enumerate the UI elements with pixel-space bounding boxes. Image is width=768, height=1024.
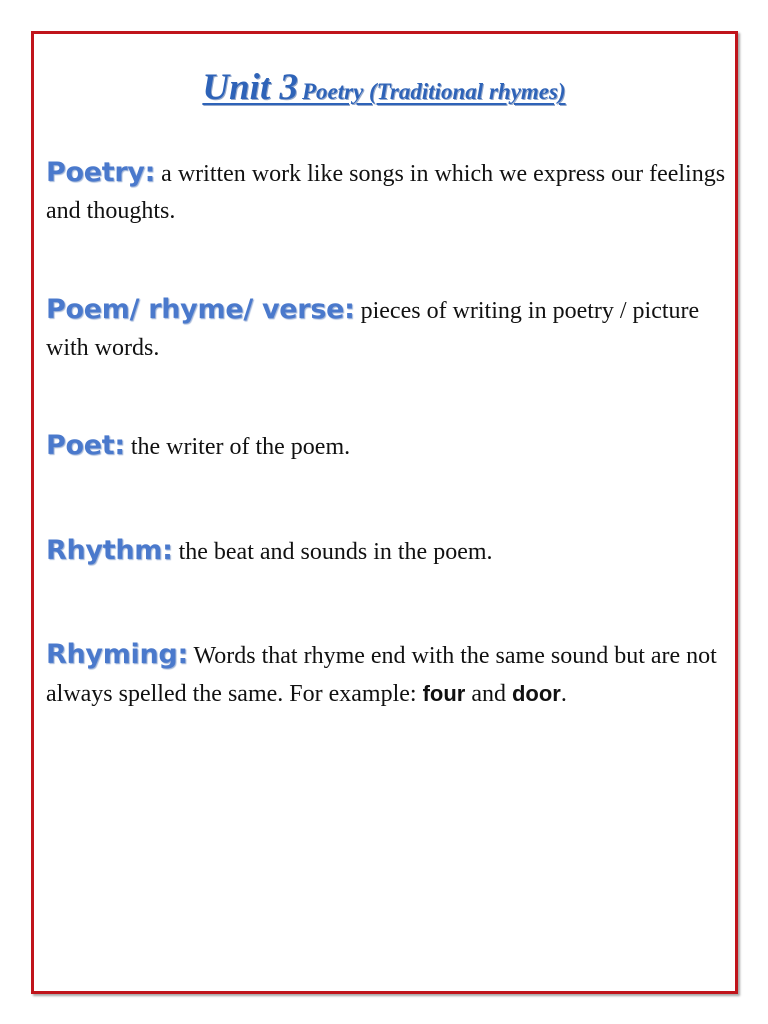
title-unit: Unit 3 [202,67,298,108]
term-rhyming: Rhyming: [46,639,188,670]
example-word-door: door [511,681,561,706]
definition-text: the writer of the poem. [130,434,351,460]
example-word-four: four [422,681,466,706]
term-poet: Poet: [46,430,125,461]
page-title [0,66,768,109]
definition-poetry [46,154,726,230]
example-ending: . [560,681,567,707]
definition-text: a written work like songs in which we express our feelings and thoughts. [46,161,726,224]
title-subtitle: Poetry (Traditional rhymes) [301,79,566,104]
term-poem-rhyme-verse: Poem/ rhyme/ verse: [46,294,355,325]
definition-poem-rhyme-verse [46,291,726,367]
definition-rhyming [46,636,726,713]
definition-text: pieces of writing in poetry / picture with words. [46,298,700,361]
definition-rhythm [46,532,726,571]
example-connector: and [471,681,506,707]
definition-text: the beat and sounds in the poem. [178,539,493,565]
term-poetry: Poetry: [46,157,156,188]
term-rhythm: Rhythm: [46,535,173,566]
definition-text: Words that rhyme end with the same sound but are not always spelled the same. For example: [46,643,717,707]
definition-poet [46,427,726,466]
